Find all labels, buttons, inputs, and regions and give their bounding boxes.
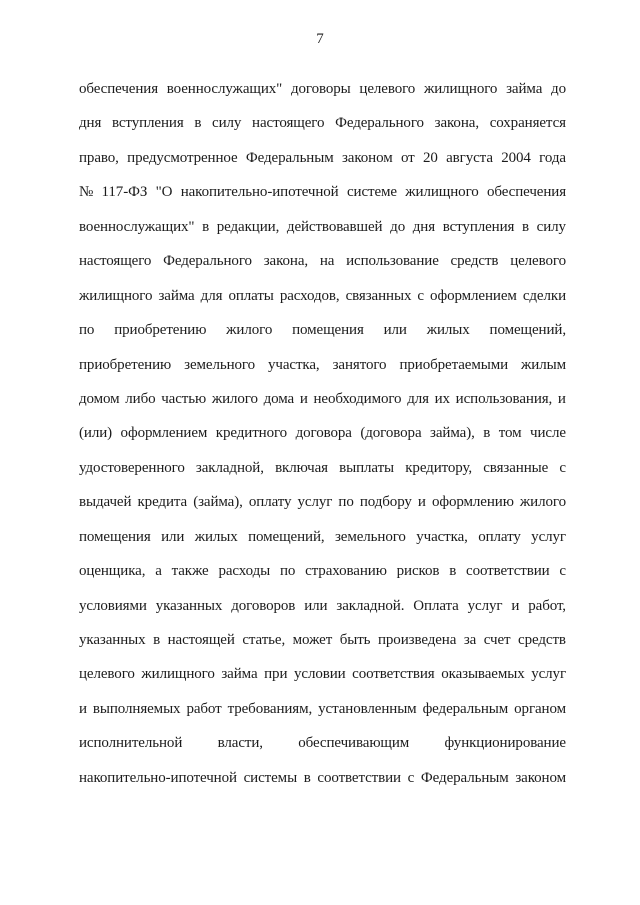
document-line: исполнительной власти, обеспечивающим функционирование — [79, 735, 566, 752]
document-line: оценщика, а также расходы по страхованию рисков в соответствии с — [79, 563, 566, 580]
text-block — [79, 72, 566, 795]
document-line: указанных в настоящей статье, может быть произведена за счет средств — [79, 632, 566, 648]
page-number: 7 — [316, 31, 324, 47]
document-line: военнослужащих" в редакции, действовавшей до дня вступления в силу — [79, 218, 566, 235]
document-line: настоящего Федерального закона, на использование средств целевого — [79, 253, 566, 270]
document-line: дня вступления в силу настоящего Федерального закона, сохраняется — [79, 115, 566, 132]
document-line: обеспечения военнослужащих" договоры целевого жилищного займа до — [79, 81, 566, 97]
document-line: домом либо частью жилого дома и необходимого для их использования, и — [79, 390, 566, 407]
document-line: по приобретению жилого помещения или жилых помещений, — [79, 322, 566, 339]
document-line: приобретению земельного участка, занятого приобретаемыми жилым — [79, 356, 566, 373]
document-line: целевого жилищного займа при условии соответствия оказываемых услуг — [79, 666, 566, 683]
document-line: № 117-ФЗ "О накопительно-ипотечной системе жилищного обеспечения — [79, 184, 566, 201]
document-line: право, предусмотренное Федеральным законом от 20 августа 2004 года — [79, 149, 566, 166]
document-line: выдачей кредита (займа), оплату услуг по подбору и оформлению жилого — [79, 494, 566, 511]
document-line: условиями указанных договоров или закладной. Оплата услуг и работ, — [79, 597, 566, 614]
document-line: удостоверенного закладной, включая выплаты кредитору, связанные с — [79, 459, 566, 476]
document-line: и выполняемых работ требованиям, установленным федеральным органом — [79, 700, 566, 717]
document-line: (или) оформлением кредитного договора (договора займа), в том числе — [79, 425, 566, 442]
document-line: жилищного займа для оплаты расходов, связанных с оформлением сделки — [79, 287, 566, 304]
document-line: помещения или жилых помещений, земельного участка, оплату услуг — [79, 528, 566, 545]
document-line: накопительно-ипотечной системы в соответствии с Федеральным законом — [79, 769, 566, 786]
